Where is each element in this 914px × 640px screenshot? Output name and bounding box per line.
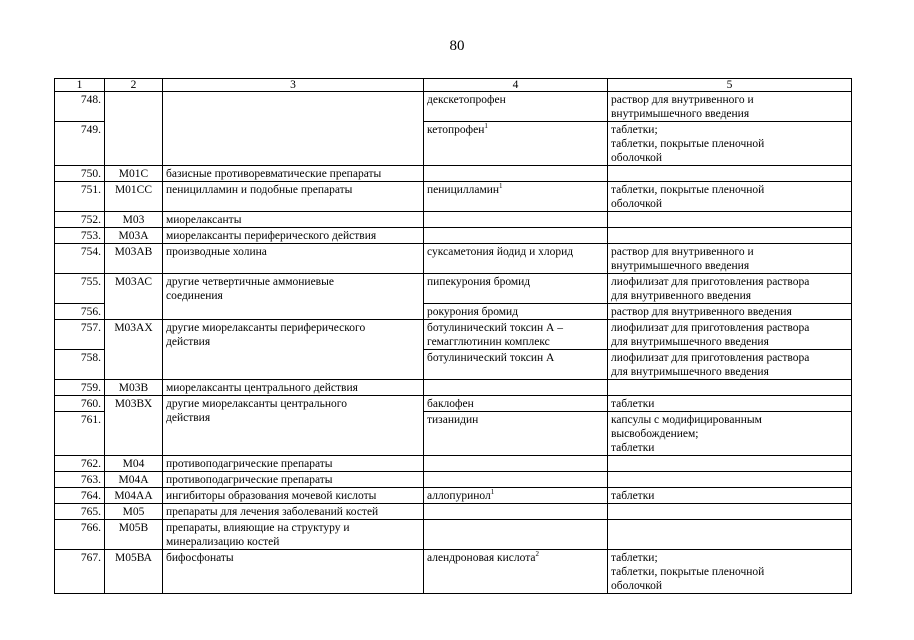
atc-group: производные холина: [163, 244, 424, 274]
drug-table: [54, 78, 852, 594]
row-number: 757.: [55, 320, 105, 350]
drug-name-text: кетопрофен: [427, 124, 485, 136]
row-number: 754.: [55, 244, 105, 274]
atc-code: М04АА: [105, 488, 163, 504]
table-row: [55, 166, 852, 182]
row-number: 756.: [55, 304, 105, 320]
drug-name: [424, 244, 608, 274]
atc-group: [163, 92, 424, 166]
drug-name: [424, 380, 608, 396]
dosage-form: [608, 212, 852, 228]
atc-group: противоподагрические препараты: [163, 456, 424, 472]
atc-group: бифосфонаты: [163, 550, 424, 594]
atc-group: другие миорелаксанты периферического действия: [163, 320, 424, 380]
dosage-form: таблетки; таблетки, покрытые пленочной оболочкой: [608, 122, 852, 166]
footnote-marker: 2: [535, 550, 539, 559]
drug-name: [424, 396, 608, 412]
dosage-form: таблетки: [608, 396, 852, 412]
atc-group: миорелаксанты периферического действия: [163, 228, 424, 244]
table-row: [55, 504, 852, 520]
drug-name: [424, 274, 608, 304]
table-row: [55, 472, 852, 488]
atc-code: М05В: [105, 520, 163, 550]
drug-name-text: тизанидин: [427, 414, 479, 426]
drug-name: [424, 504, 608, 520]
dosage-form: [608, 456, 852, 472]
drug-name: [424, 456, 608, 472]
row-number: 752.: [55, 212, 105, 228]
row-number: 765.: [55, 504, 105, 520]
atc-code: М01С: [105, 166, 163, 182]
table-row: [55, 244, 852, 274]
column-header-5: 5: [608, 79, 852, 92]
table-row: [55, 488, 852, 504]
atc-code: М03ВХ: [105, 396, 163, 456]
atc-code: М03В: [105, 380, 163, 396]
atc-code: [105, 92, 163, 166]
atc-code: М05: [105, 504, 163, 520]
atc-group: препараты для лечения заболеваний костей: [163, 504, 424, 520]
footnote-marker: 1: [499, 182, 503, 191]
drug-name: [424, 122, 608, 166]
drug-name-text: пеницилламин: [427, 184, 500, 196]
atc-group: базисные противоревматические препараты: [163, 166, 424, 182]
row-number: 762.: [55, 456, 105, 472]
table-row: [55, 520, 852, 550]
dosage-form: [608, 520, 852, 550]
column-header-1: 1: [55, 79, 105, 92]
atc-code: М04: [105, 456, 163, 472]
drug-name: [424, 92, 608, 122]
table-row: [55, 92, 852, 122]
drug-name: [424, 472, 608, 488]
dosage-form: капсулы с модифицированным высвобождением; таблетки: [608, 412, 852, 456]
row-number: 764.: [55, 488, 105, 504]
row-number: 748.: [55, 92, 105, 122]
drug-name-text: рокурония бромид: [427, 306, 519, 318]
drug-name-text: пипекурония бромид: [427, 276, 531, 288]
table-row: [55, 380, 852, 396]
row-number: 767.: [55, 550, 105, 594]
drug-name: [424, 304, 608, 320]
drug-name: [424, 182, 608, 212]
drug-name-text: декскетопрофен: [427, 94, 506, 106]
table-row: [55, 550, 852, 594]
atc-group: ингибиторы образования мочевой кислоты: [163, 488, 424, 504]
row-number: 766.: [55, 520, 105, 550]
atc-group: противоподагрические препараты: [163, 472, 424, 488]
drug-name: [424, 488, 608, 504]
table-row: [55, 320, 852, 350]
dosage-form: [608, 228, 852, 244]
drug-name-text: алендроновая кислота: [427, 552, 536, 564]
table-row: [55, 456, 852, 472]
row-number: 763.: [55, 472, 105, 488]
table-row: [55, 228, 852, 244]
table-row: [55, 396, 852, 412]
table-row: [55, 182, 852, 212]
row-number: 750.: [55, 166, 105, 182]
atc-group: другие миорелаксанты центрального действия: [163, 396, 424, 456]
atc-code: М03АВ: [105, 244, 163, 274]
drug-name: [424, 166, 608, 182]
atc-code: М01СС: [105, 182, 163, 212]
column-header-3: 3: [163, 79, 424, 92]
drug-name: [424, 550, 608, 594]
dosage-form: лиофилизат для приготовления раствора для внутривенного введения: [608, 274, 852, 304]
dosage-form: раствор для внутривенного и внутримышечного введения: [608, 92, 852, 122]
dosage-form: [608, 380, 852, 396]
drug-name-text: суксаметония йодид и хлорид: [427, 246, 574, 258]
column-header-4: 4: [424, 79, 608, 92]
table-row: [55, 212, 852, 228]
drug-name: [424, 320, 608, 350]
dosage-form: [608, 472, 852, 488]
row-number: 758.: [55, 350, 105, 380]
dosage-form: раствор для внутривенного и внутримышечного введения: [608, 244, 852, 274]
dosage-form: лиофилизат для приготовления раствора для внутримышечного введения: [608, 320, 852, 350]
footnote-marker: 1: [490, 488, 495, 497]
row-number: 749.: [55, 122, 105, 166]
atc-group: препараты, влияющие на структуру и минерализацию костей: [163, 520, 424, 550]
dosage-form: раствор для внутривенного введения: [608, 304, 852, 320]
drug-name: [424, 350, 608, 380]
row-number: 759.: [55, 380, 105, 396]
drug-name: [424, 212, 608, 228]
table-header-row: [55, 79, 852, 92]
atc-code: М03: [105, 212, 163, 228]
row-number: 751.: [55, 182, 105, 212]
dosage-form: таблетки, покрытые пленочной оболочкой: [608, 182, 852, 212]
dosage-form: [608, 504, 852, 520]
drug-name-text: ботулинический токсин А – гемагглютинин комплекс: [427, 322, 563, 348]
atc-code: М05ВА: [105, 550, 163, 594]
drug-name-text: баклофен: [427, 398, 474, 410]
dosage-form: таблетки: [608, 488, 852, 504]
row-number: 761.: [55, 412, 105, 456]
drug-name: [424, 228, 608, 244]
table-body: [55, 92, 852, 594]
drug-name: [424, 412, 608, 456]
drug-name-text: ботулинический токсин А: [427, 352, 555, 364]
atc-group: пеницилламин и подобные препараты: [163, 182, 424, 212]
table-row: [55, 274, 852, 304]
atc-group: миорелаксанты: [163, 212, 424, 228]
drug-name: [424, 520, 608, 550]
atc-group: миорелаксанты центрального действия: [163, 380, 424, 396]
atc-code: М03А: [105, 228, 163, 244]
dosage-form: таблетки; таблетки, покрытые пленочной оболочкой: [608, 550, 852, 594]
page-number: 80: [449, 38, 465, 54]
atc-group: другие четвертичные аммониевые соединения: [163, 274, 424, 320]
atc-code: М04А: [105, 472, 163, 488]
row-number: 753.: [55, 228, 105, 244]
atc-code: М03АХ: [105, 320, 163, 380]
column-header-2: 2: [105, 79, 163, 92]
dosage-form: лиофилизат для приготовления раствора для внутримышечного введения: [608, 350, 852, 380]
row-number: 755.: [55, 274, 105, 304]
footnote-marker: 1: [484, 122, 488, 131]
drug-name-text: аллопуринол: [427, 490, 491, 502]
atc-code: М03АС: [105, 274, 163, 320]
row-number: 760.: [55, 396, 105, 412]
dosage-form: [608, 166, 852, 182]
